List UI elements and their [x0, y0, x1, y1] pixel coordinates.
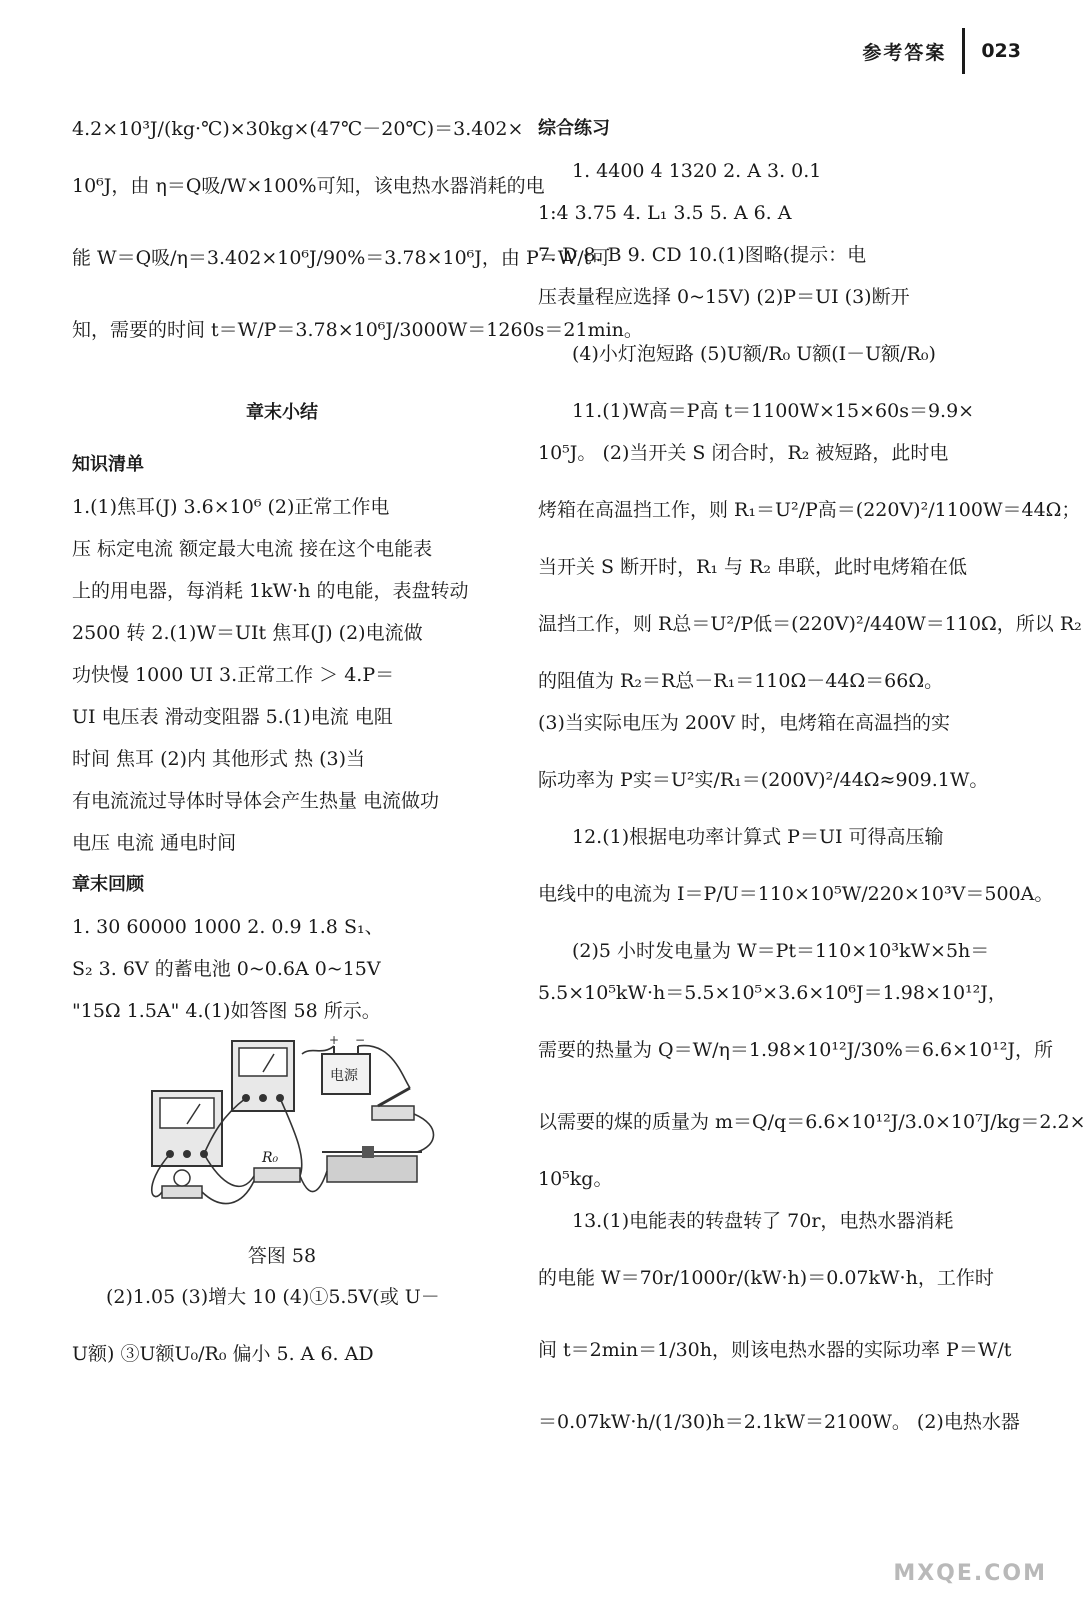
answer-line: 压 标定电流 额定最大电流 接在这个电能表 — [72, 538, 433, 560]
voltmeter-icon — [232, 1041, 294, 1111]
answer-line: 压表量程应选择 0~15V) (2)P＝UI (3)断开 — [538, 286, 910, 308]
answer-line: "15Ω 1.5A" 4.(1)如答图 58 所示。 — [72, 1000, 381, 1022]
ammeter-icon — [152, 1091, 222, 1166]
answer-line: 10⁶J，由 η＝Q吸/W×100%可知，该电热水器消耗的电 — [72, 175, 545, 197]
answer-line: 1. 4400 4 1320 2. A 3. 0.1 — [572, 160, 822, 182]
answer-line: 以需要的煤的质量为 m＝Q/q＝6.6×10¹²J/3.0×10⁷J/kg＝2.2× — [538, 1111, 1086, 1133]
svg-text:−: − — [355, 1033, 366, 1047]
r0-label: R₀ — [262, 1150, 279, 1166]
answer-line: S₂ 3. 6V 的蓄电池 0~0.6A 0~15V — [72, 958, 381, 980]
rheostat-icon — [322, 1146, 422, 1182]
answer-line: 12.(1)根据电功率计算式 P＝UI 可得高压输 — [572, 826, 944, 848]
answer-line: 际功率为 P实＝U²实/R₁＝(200V)²/44Ω≈909.1W。 — [538, 769, 989, 791]
answer-line: 有电流流过导体时导体会产生热量 电流做功 — [72, 790, 440, 812]
chapter-title: 章末小结 — [246, 402, 318, 423]
power-supply-icon — [322, 1033, 370, 1094]
answer-line: 能 W＝Q吸/η＝3.402×10⁶J/90%＝3.78×10⁶J，由 P＝W/t可 — [72, 247, 611, 269]
answer-line: 上的用电器，每消耗 1kW·h 的电能，表盘转动 — [72, 580, 469, 602]
circuit-diagram — [72, 1033, 492, 1236]
answer-line: 电线中的电流为 I＝P/U＝110×10⁵W/220×10³V＝500A。 — [538, 883, 1054, 905]
answer-line: 11.(1)W高＝P高 t＝1100W×15×60s＝9.9× — [572, 400, 975, 422]
answer-line: (2)5 小时发电量为 W＝Pt＝110×10³kW×5h＝ — [572, 940, 990, 962]
answer-line: 温挡工作，则 R总＝U²/P低＝(220V)²/440W＝110Ω，所以 R₂ — [538, 613, 1082, 635]
section-title-review: 章末回顾 — [72, 874, 144, 895]
switch-icon — [372, 1088, 414, 1120]
answer-line: 的阻值为 R₂＝R总－R₁＝110Ω－44Ω＝66Ω。 — [538, 670, 944, 692]
page-number: 023 — [981, 40, 1021, 62]
answer-line: 13.(1)电能表的转盘转了 70r，电热水器消耗 — [572, 1210, 954, 1232]
answer-line: U额) ③U额U₀/R₀ 偏小 5. A 6. AD — [72, 1343, 374, 1365]
answer-line: 当开关 S 断开时，R₁ 与 R₂ 串联，此时电烤箱在低 — [538, 556, 968, 578]
bulb-icon — [162, 1170, 202, 1198]
answer-line: 时间 焦耳 (2)内 其他形式 热 (3)当 — [72, 748, 366, 770]
section-title-practice: 综合练习 — [538, 118, 610, 139]
answer-line: (4)小灯泡短路 (5)U额/R₀ U额(I－U额/R₀) — [572, 343, 936, 365]
resistor-r0-icon — [254, 1150, 300, 1182]
answer-line: ＝0.07kW·h/(1/30)h＝2.1kW＝2100W。 (2)电热水器 — [538, 1411, 1020, 1433]
answer-line: 1.(1)焦耳(J) 3.6×10⁶ (2)正常工作电 — [72, 496, 390, 518]
right-column — [538, 108, 1086, 1458]
watermark: MXQE.COM — [893, 1561, 1047, 1586]
header-title: 参考答案 — [862, 41, 947, 64]
answer-line: 1. 30 60000 1000 2. 0.9 1.8 S₁、 — [72, 916, 384, 938]
answer-line: 功快慢 1000 UI 3.正常工作 ＞ 4.P＝ — [72, 664, 395, 686]
answer-line: (3)当实际电压为 200V 时，电烤箱在高温挡的实 — [538, 712, 950, 734]
section-title-knowledge: 知识清单 — [72, 454, 144, 475]
answer-line: 10⁵kg。 — [538, 1168, 613, 1190]
header-divider — [962, 28, 965, 74]
figure-caption: 答图 58 — [247, 1245, 317, 1267]
answer-line: 的电能 W＝70r/1000r/(kW·h)＝0.07kW·h，工作时 — [538, 1267, 994, 1289]
answer-line: 2500 转 2.(1)W＝UIt 焦耳(J) (2)电流做 — [72, 622, 423, 644]
page-header — [862, 28, 1021, 74]
circuit-figure — [72, 1033, 492, 1236]
answer-line: UI 电压表 滑动变阻器 5.(1)电流 电阻 — [72, 706, 393, 728]
power-supply-label: 电源 — [330, 1068, 358, 1084]
answer-line: 烤箱在高温挡工作，则 R₁＝U²/P高＝(220V)²/1100W＝44Ω； — [538, 499, 1081, 521]
answer-line: 间 t＝2min＝1/30h，则该电热水器的实际功率 P＝W/t — [538, 1339, 1012, 1361]
answer-line: 1:4 3.75 4. L₁ 3.5 5. A 6. A — [538, 202, 792, 224]
answer-line: (2)1.05 (3)增大 10 (4)①5.5V(或 U－ — [106, 1286, 440, 1308]
answer-line: 7. D 8. B 9. CD 10.(1)图略(提示：电 — [538, 244, 867, 266]
answer-line: 电压 电流 通电时间 — [72, 832, 237, 854]
answer-line: 需要的热量为 Q＝W/η＝1.98×10¹²J/30%＝6.6×10¹²J，所 — [538, 1039, 1053, 1061]
answer-line: 4.2×10³J/(kg·℃)×30kg×(47℃－20℃)＝3.402× — [72, 118, 524, 140]
svg-text:+: + — [329, 1033, 340, 1047]
answer-line: 5.5×10⁵kW·h＝5.5×10⁵×3.6×10⁶J＝1.98×10¹²J， — [538, 982, 1007, 1004]
answer-line: 10⁵J。 (2)当开关 S 闭合时，R₂ 被短路，此时电 — [538, 442, 949, 464]
answer-line: 知，需要的时间 t＝W/P＝3.78×10⁶J/3000W＝1260s＝21min。 — [72, 319, 643, 341]
